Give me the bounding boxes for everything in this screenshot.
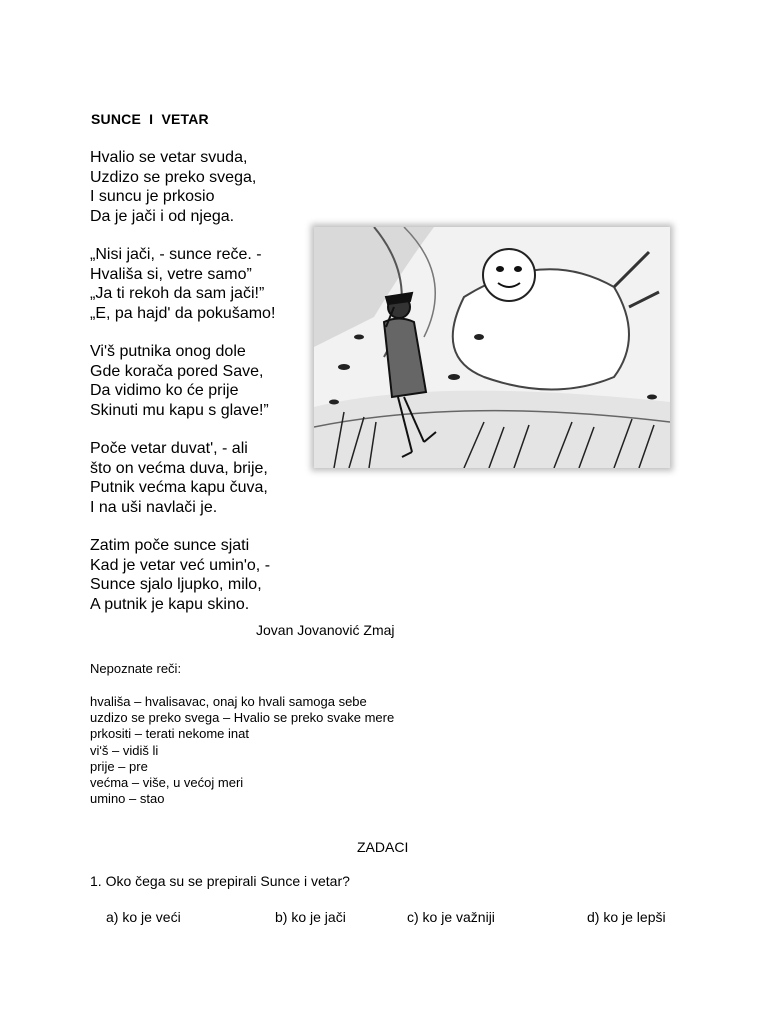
glossary-entry: umino – stao [90, 791, 165, 807]
poem-line: Zatim poče sunce sjati [90, 537, 250, 554]
poem-line: Putnik većma kapu čuva, [90, 479, 268, 496]
poem-line: Kad je vetar već uminʹo, - [90, 556, 271, 574]
glossary-list [90, 694, 394, 807]
illustration-sun-and-wind [314, 227, 670, 468]
poem-line: Sunce sjalo ljupko, milo, [90, 576, 262, 593]
poem-line: Gde korača pored Save, [90, 362, 264, 380]
poem-line: Skinuti mu kapu s glave!” [90, 401, 269, 419]
poem-line: „E, pa hajdʹ da pokušamo! [90, 304, 276, 322]
option-b: b) ko je jači [275, 909, 346, 925]
question-1: 1. Oko čega su se prepirali Sunce i vetar? [90, 873, 350, 889]
stanza-4 [90, 439, 268, 517]
poem-title: SUNCE I VETAR [91, 111, 209, 127]
poem-line: Poče vetar duvatʹ, - ali [90, 440, 248, 457]
glossary-entry: prije – pre [90, 758, 148, 774]
stanza-5 [90, 536, 270, 614]
glossary-entry: prkositi – terati nekome inat [90, 726, 249, 742]
glossary-entry: većma – više, u većoj meri [90, 775, 244, 791]
glossary-entry: hvališa – hvalisavac, onaj ko hvali samoga sebe [90, 694, 367, 709]
stanza-2 [90, 245, 275, 323]
poem-author: Jovan Jovanović Zmaj [256, 622, 395, 638]
poem-line: Uzdizo se preko svega, [90, 168, 257, 186]
illustration-drawing [314, 227, 670, 468]
option-c: c) ko je važniji [407, 909, 495, 925]
poem-line: Da vidimo ko će prije [90, 382, 239, 399]
option-d: d) ko je lepši [587, 909, 666, 925]
poem-line: A putnik je kapu skino. [90, 595, 250, 613]
poem-line: što on većma duva, brije, [90, 459, 268, 477]
poem-line: I suncu je prkosio [90, 188, 215, 205]
tasks-heading: ZADACI [357, 839, 409, 855]
poem-line: Da je jači i od njega. [90, 207, 235, 225]
poem-line: Hvalio se vetar svuda, [90, 149, 248, 166]
glossary-entry: uzdizo se preko svega – Hvalio se preko svake mere [90, 710, 395, 726]
stanza-1 [90, 148, 256, 226]
option-a: a) ko je veći [106, 909, 181, 925]
poem-line: „Nisi jači, - sunce reče. - [90, 246, 262, 263]
glossary-title: Nepoznate reči: [90, 661, 182, 676]
stanza-3 [90, 342, 269, 420]
poem-line: Viʹš putnika onog dole [90, 343, 246, 360]
poem-line: „Ja ti rekoh da sam jači!” [90, 285, 265, 302]
glossary-entry: viʹš – vidiš li [90, 742, 159, 758]
poem-line: Hvališa si, vetre samo” [90, 265, 252, 283]
poem-line: I na uši navlači je. [90, 498, 218, 516]
